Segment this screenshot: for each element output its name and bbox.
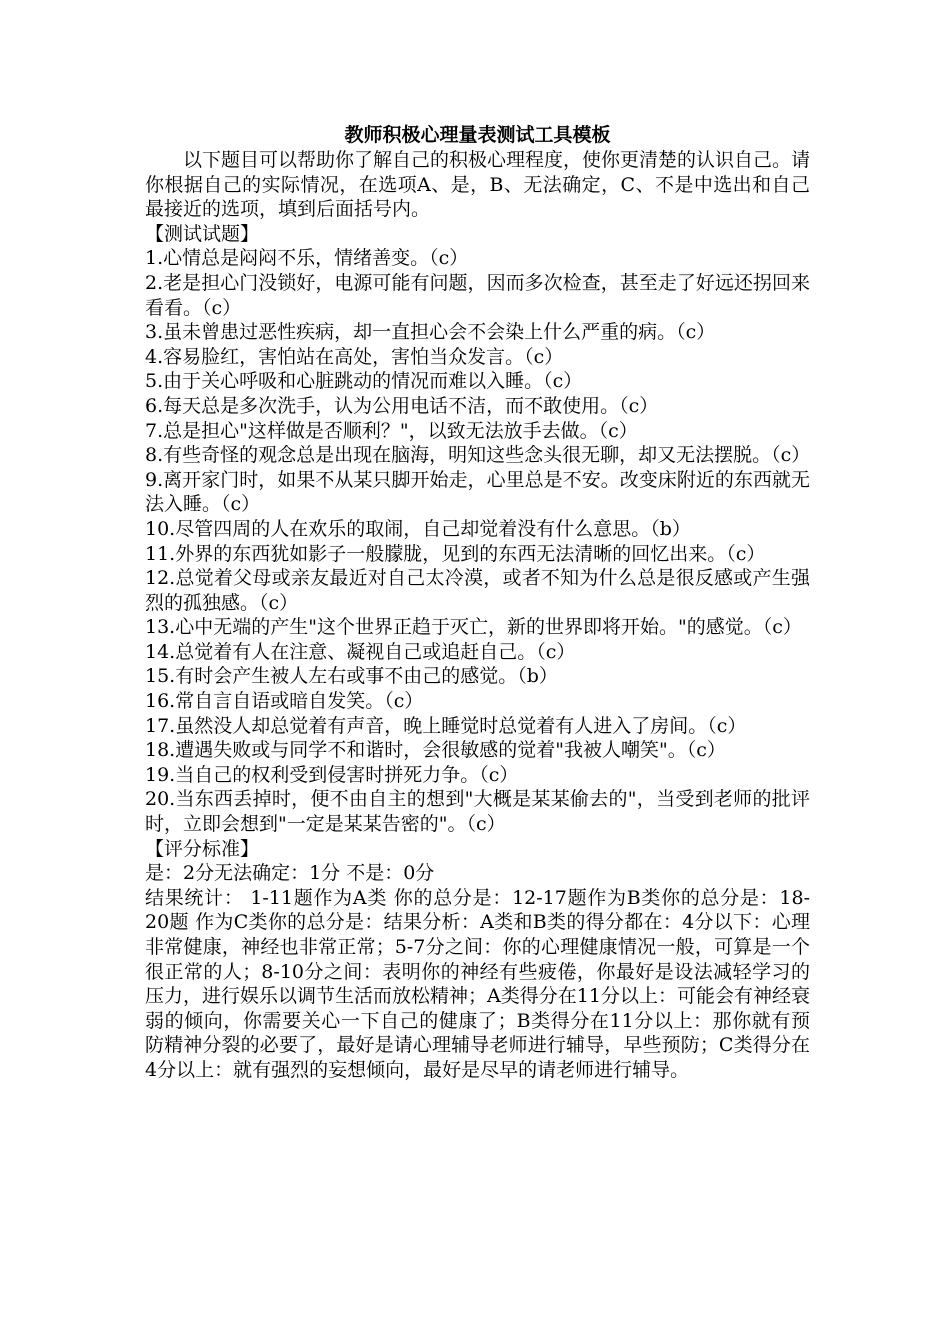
section-heading-test: 【测试试题】 (145, 222, 260, 245)
question-item: 14.总觉着有人在注意、凝视自己或追赶自己。（c） (145, 640, 576, 663)
question-item: 3.虽未曾患过恶性疾病，却一直担心会不会染上什么严重的病。（c） (145, 321, 716, 344)
question-item: 8.有些奇怪的观念总是出现在脑海，明知这些念头很无聊，却又无法摆脱。（c） (145, 444, 811, 467)
question-item: 7.总是担心"这样做是否顺利？"，以致无法放手去做。（c） (145, 419, 638, 442)
document-title: 教师积极心理量表测试工具模板 (344, 124, 611, 146)
question-item: 18.遭遇失败或与同学不和谐时，会很敏感的觉着"我被人嘲笑"。（c） (145, 739, 726, 762)
results-analysis: 结果统计： 1-11题作为A类 你的总分是：12-17题作为B类你的总分是：18-20题 作为C类你的总分是：结果分析：A类和B类的得分都在：4分以下：心理非常健康，神经也非常正常；5-7分之间：你的心理健康情况一般，可算是一个很正常的人；8-10分之间：表明你的神经有些疲倦，你最好是设法减轻学习的压力，进行娱乐以调节生活而放松精神；A类得分在11分以上：可能会有神经衰弱的倾向，你需要关心一下自己的健康了；B类得分在11分以上：那你就有预防精神分裂的必要了，最好是请心理辅导老师进行辅导，早些预防；C类得分在4分以上：就有强烈的妄想倾向，最好是尽早的请老师进行辅导。 (145, 886, 810, 1081)
question-item: 17.虽然没人却总觉着有声音，晚上睡觉时总觉着有人进入了房间。（c） (145, 714, 747, 737)
question-item: 1.心情总是闷闷不乐，情绪善变。（c） (145, 247, 469, 270)
section-heading-scoring: 【评分标准】 (145, 837, 260, 860)
question-item: 13.心中无端的产生"这个世界正趋于灭亡，新的世界即将开始。"的感觉。（c） (145, 616, 802, 639)
question-item: 16.常自言自语或暗自发笑。（c） (145, 690, 424, 713)
question-item: 5.由于关心呼吸和心脏跳动的情况而难以入睡。（c） (145, 370, 583, 393)
question-item: 10.尽管四周的人在欢乐的取闹，自己却觉着没有什么意思。（b） (145, 517, 691, 540)
question-item: 12.总觉着父母或亲友最近对自己太冷漠，或者不知为什么总是很反感或产生强烈的孤独感。（c） (145, 567, 810, 614)
document-page (145, 122, 810, 1083)
intro-paragraph: 以下题目可以帮助你了解自己的积极心理程度，使你更清楚的认识自己。请你根据自己的实际情况，在选项A、是，B、无法确定，C、不是中选出和自己最接近的选项，填到后面括号内。 (145, 149, 811, 221)
scoring-criteria: 是：2分无法确定：1分 不是：0分 (145, 862, 435, 885)
question-item: 6.每天总是多次洗手，认为公用电话不洁，而不敢使用。（c） (145, 394, 659, 417)
question-item: 4.容易脸红，害怕站在高处，害怕当众发言。（c） (145, 345, 564, 368)
question-item: 2.老是担心门没锁好，电源可能有问题，因而多次检查，甚至走了好远还拐回来看看。（c） (145, 271, 810, 319)
question-item: 19.当自己的权利受到侵害时拼死力争。（c） (145, 763, 519, 786)
question-item: 20.当东西丢掉时，便不由自主的想到"大概是某某偷去的"，当受到老师的批评时，立即会想到"一定是某某告密的"。（c） (145, 788, 810, 836)
question-item: 9.离开家门时，如果不从某只脚开始走，心里总是不安。改变床附近的东西就无法入睡。（c） (145, 468, 810, 516)
question-list (145, 246, 810, 836)
question-item: 11.外界的东西犹如影子一般朦胧，见到的东西无法清晰的回忆出来。（c） (145, 542, 766, 565)
question-item: 15.有时会产生被人左右或事不由己的感觉。（b） (145, 665, 558, 688)
